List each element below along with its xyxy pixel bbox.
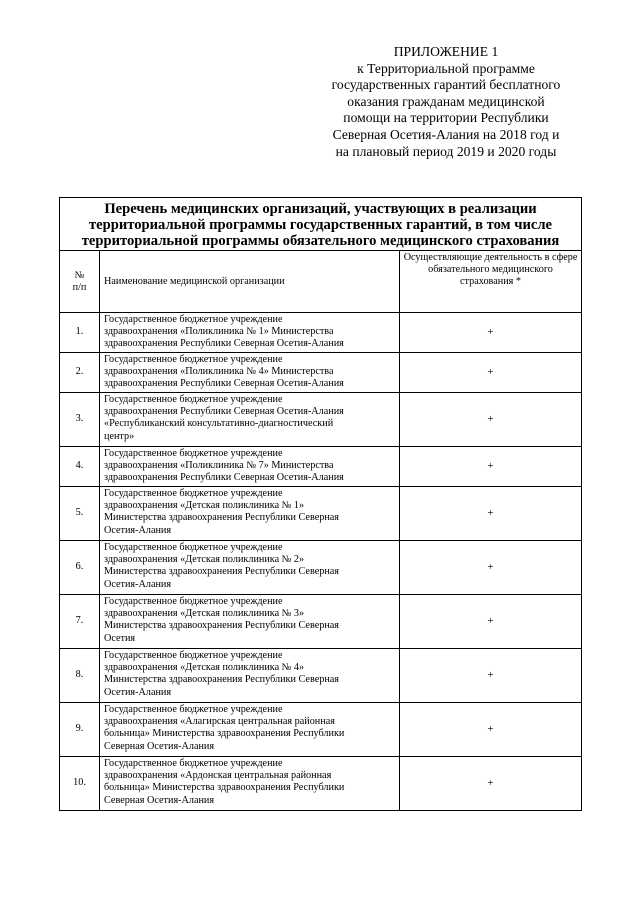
organization-name [100,541,400,595]
row-number: 4. [60,447,100,487]
organization-name [100,487,400,541]
organization-name [100,757,400,811]
row-number: 5. [60,487,100,541]
table-title-line: территориальной программы обязательного медицинского страхования [81,233,560,249]
header-oms-activity: Осуществляющие деятельность в сфере обязательного медицинского страхования * [400,251,582,313]
organization-name-line: здравоохранения «Поликлиника № 7» Министерства [104,460,334,472]
organization-name-line: Осетия-Алания [104,524,172,536]
table-row [60,541,582,595]
organization-name-line: Государственное бюджетное учреждение [104,488,283,499]
organization-name [100,313,400,353]
table-title-line: Перечень медицинских организаций, участвующих в реализации [104,201,537,217]
row-number: 8. [60,649,100,703]
appendix-heading [300,44,592,160]
organizations-table [59,197,582,811]
organization-name-line: Государственное бюджетное учреждение [104,314,283,325]
appendix-line: помощи на территории Республики [343,110,549,126]
organization-name-line: Государственное бюджетное учреждение [104,542,283,553]
organization-name [100,393,400,447]
organization-name [100,447,400,487]
header-number-line: п/п [72,281,87,293]
row-number: 2. [60,353,100,393]
organization-name-line: здравоохранения «Детская поликлиника № 1» [104,500,305,512]
oms-mark: + [400,757,582,811]
row-number: 10. [60,757,100,811]
table-title-line: территориальной программы государственных гарантий, в том числе [88,217,553,233]
row-number: 6. [60,541,100,595]
row-number: 3. [60,393,100,447]
organization-name-line: Министерства здравоохранения Республики Северная [104,566,339,578]
row-number: 9. [60,703,100,757]
appendix-line: оказания гражданам медицинской [347,93,545,109]
organization-name [100,353,400,393]
organization-name-line: здравоохранения «Детская поликлиника № 4» [104,662,305,674]
organization-name-line: Министерства здравоохранения Республики Северная [104,620,339,632]
organization-name-line: Министерства здравоохранения Республики Северная [104,512,339,524]
table-row [60,447,582,487]
oms-mark: + [400,487,582,541]
table-row [60,595,582,649]
organization-name-line: Осетия-Алания [104,578,172,590]
oms-mark: + [400,541,582,595]
organization-name-line: здравоохранения Республики Северная Осетия-Алания [104,472,344,484]
organization-name-line: Государственное бюджетное учреждение [104,758,283,769]
oms-mark: + [400,595,582,649]
table-row [60,757,582,811]
header-organization-name: Наименование медицинской организации [100,251,400,313]
table-header-row [60,251,582,313]
table-row [60,313,582,353]
organization-name-line: Государственное бюджетное учреждение [104,448,283,459]
organization-name-line: центр» [104,430,135,442]
appendix-line: ПРИЛОЖЕНИЕ 1 [393,44,499,59]
organization-name-line: здравоохранения Республики Северная Осетия-Алания [104,406,344,418]
organization-name-line: здравоохранения «Поликлиника № 4» Министерства [104,366,334,378]
organization-name-line: здравоохранения Республики Северная Осетия-Алания [104,378,344,390]
organization-name-line: здравоохранения «Ардонская центральная районная [104,770,332,782]
table-row [60,393,582,447]
oms-mark: + [400,313,582,353]
organization-name-line: здравоохранения Республики Северная Осетия-Алания [104,338,344,350]
appendix-line: Северная Осетия-Алания на 2018 год и [332,126,560,142]
appendix-line: государственных гарантий бесплатного [331,77,561,93]
organization-name-line: Северная Осетия-Алания [104,794,215,806]
table-row [60,487,582,541]
organization-name-line: больница» Министерства здравоохранения Республики [104,782,345,794]
oms-mark: + [400,447,582,487]
oms-mark: + [400,649,582,703]
table-title-row [60,198,582,251]
organization-name-line: Государственное бюджетное учреждение [104,394,283,405]
appendix-line: на плановый период 2019 и 2020 годы [335,143,557,159]
organization-name-line: здравоохранения «Алагирская центральная районная [104,716,335,728]
organization-name-line: Министерства здравоохранения Республики Северная [104,674,339,686]
organization-name-line: здравоохранения «Поликлиника № 1» Министерства [104,326,334,338]
organization-name-line: Осетия [104,632,136,644]
organization-name-line: здравоохранения «Детская поликлиника № 2» [104,554,305,566]
organization-name-line: Государственное бюджетное учреждение [104,354,283,365]
organization-name [100,703,400,757]
row-number: 7. [60,595,100,649]
organization-name [100,595,400,649]
organization-name-line: Осетия-Алания [104,686,172,698]
organization-name-line: Северная Осетия-Алания [104,740,215,752]
header-number-line: № [74,269,85,281]
organization-name-line: «Республиканский консультативно-диагностический [104,418,334,430]
organization-name-line: Государственное бюджетное учреждение [104,650,283,661]
organization-name-line: Государственное бюджетное учреждение [104,596,283,607]
appendix-line: к Территориальной программе [357,60,535,76]
oms-mark: + [400,393,582,447]
organization-name-line: здравоохранения «Детская поликлиника № 3» [104,608,305,620]
organization-name-line: Государственное бюджетное учреждение [104,704,283,715]
table-title [60,198,582,251]
oms-mark: + [400,353,582,393]
header-number [60,251,100,313]
organization-name-line: больница» Министерства здравоохранения Республики [104,728,345,740]
organization-name [100,649,400,703]
table-row [60,353,582,393]
table-row [60,649,582,703]
oms-mark: + [400,703,582,757]
row-number: 1. [60,313,100,353]
table-row [60,703,582,757]
